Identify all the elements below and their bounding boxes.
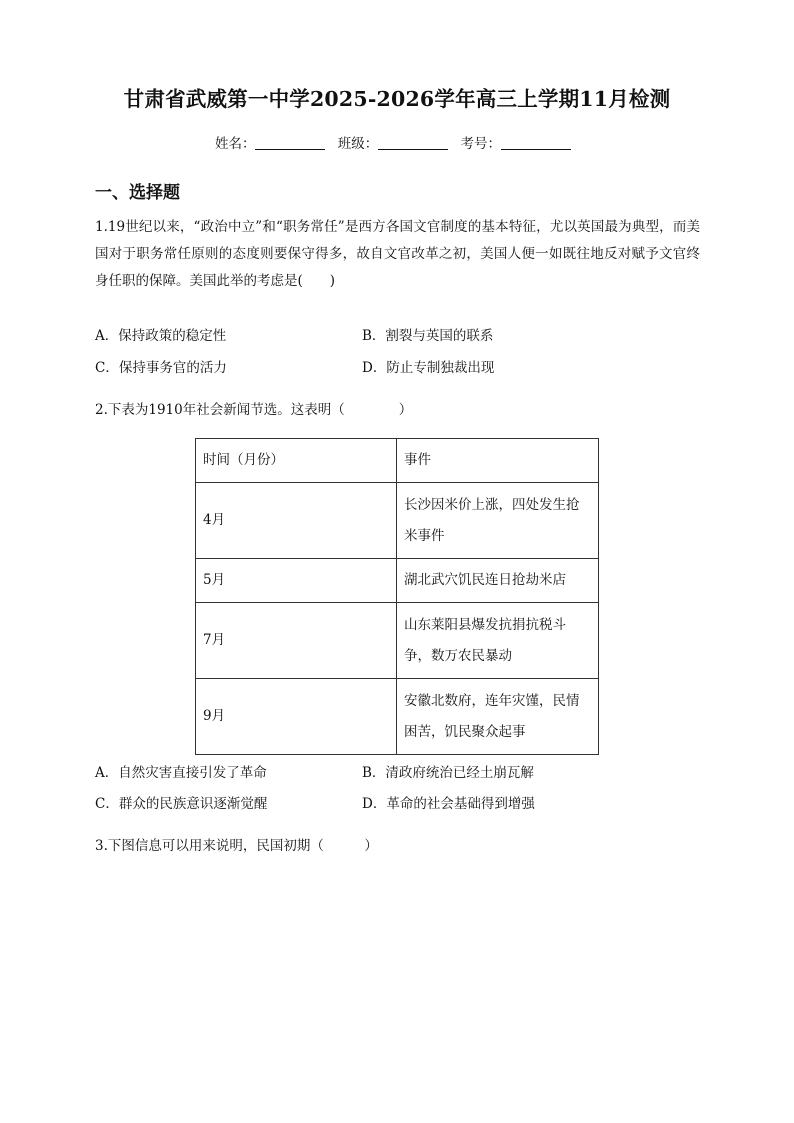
- table-row: [196, 559, 599, 603]
- option-d: D．革命的社会基础得到增强: [362, 796, 535, 812]
- option-b: B．割裂与英国的联系: [362, 328, 494, 344]
- option-a: A．自然灾害直接引发了革命: [95, 765, 267, 781]
- table-cell-month: 7月: [196, 603, 397, 679]
- table-row: [196, 679, 599, 755]
- option-c: C．群众的民族意识逐渐觉醒: [95, 796, 268, 812]
- table-cell-month: 9月: [196, 679, 397, 755]
- table-header-cell: 时间（月份）: [196, 439, 397, 483]
- table-row: [196, 603, 599, 679]
- table-header-cell: 事件: [397, 439, 599, 483]
- section-title: 一、选择题: [95, 183, 180, 203]
- exam-no-blank: [501, 135, 571, 150]
- question-2-stem: 2.下表为1910年社会新闻节选。这表明（ ）: [95, 402, 413, 418]
- question-3-stem: 3.下图信息可以用来说明，民国初期（ ）: [95, 838, 378, 854]
- option-d: D．防止专制独裁出现: [362, 360, 495, 376]
- option-b: B．清政府统治已经土崩瓦解: [362, 765, 534, 781]
- table-cell-event: 长沙因米价上涨，四处发生抢米事件: [397, 483, 599, 559]
- table-row: [196, 483, 599, 559]
- option-c: C．保持事务官的活力: [95, 360, 227, 376]
- name-blank: [255, 135, 325, 150]
- table-cell-event: 山东莱阳县爆发抗捐抗税斗争，数万农民暴动: [397, 603, 599, 679]
- name-label: 姓名：: [214, 136, 256, 152]
- exam-no-label: 考号：: [460, 136, 502, 152]
- table-header-row: [196, 439, 599, 483]
- class-blank: [378, 135, 448, 150]
- class-label: 班级：: [337, 136, 379, 152]
- option-a: A．保持政策的稳定性: [95, 328, 227, 344]
- exam-title: 甘肃省武威第一中学2025-2026学年高三上学期11月检测: [123, 87, 671, 111]
- news-table: [195, 438, 599, 755]
- table-cell-event: 安徽北数府，连年灾馑，民情困苦，饥民聚众起事: [397, 679, 599, 755]
- table-cell-month: 4月: [196, 483, 397, 559]
- table-cell-month: 5月: [196, 559, 397, 603]
- student-info-line: [0, 132, 794, 152]
- question-1-stem: 1.19世纪以来，“政治中立”和“职务常任”是西方各国文官制度的基本特征，尤以英国最为典型，而美国对于职务常任原则的态度则要保守得多，故自文官改革之初，美国人便一如既往地反对赋予文官终身任职的保障。美国此举的考虑是( ): [95, 219, 700, 289]
- table-cell-event: 湖北武穴饥民连日抢劫米店: [397, 559, 599, 603]
